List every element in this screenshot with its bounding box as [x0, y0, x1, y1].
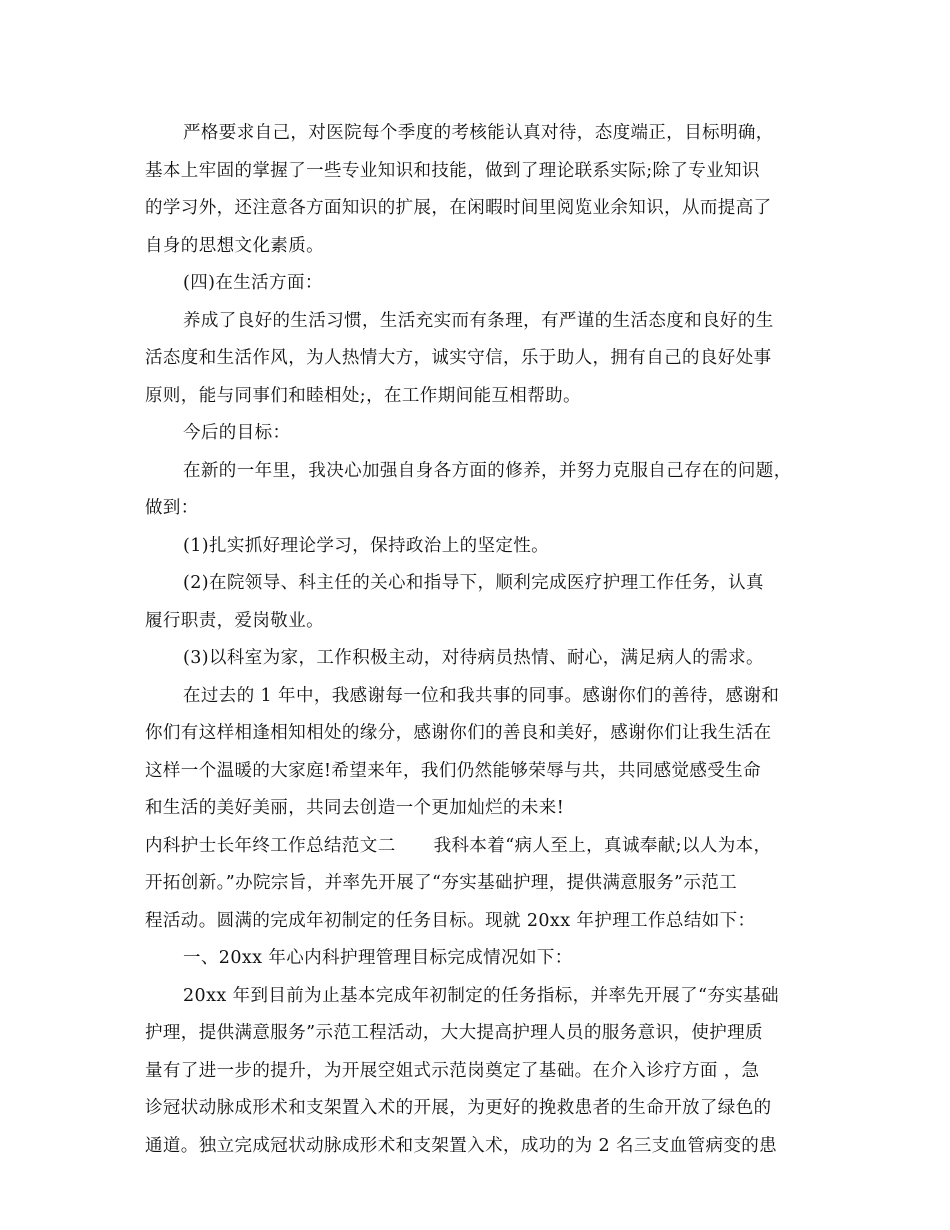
paragraph-line: 你们有这样相逢相知相处的缘分，感谢你们的善良和美好，感谢你们让我生活在	[145, 723, 772, 743]
paragraph-line: 在新的一年里，我决心加强自身各方面的修养，并努力克服自己存在的问题，	[183, 460, 792, 481]
paragraph-line: 开拓创新。”办院宗旨，并率先开展了“夯实基础护理，提供满意服务”示范工	[145, 873, 738, 893]
paragraph-line: 和生活的美好美丽，共同去创造一个更加灿烂的未来!	[145, 798, 565, 818]
paragraph-line: 做到：	[145, 498, 199, 518]
paragraph-line: 在过去的 1 年中，我感谢每一位和我共事的同事。感谢你们的善待，感谢和	[183, 685, 780, 706]
paragraph-line: 量有了进一步的提升，为开展空姐式示范岗奠定了基础。在介入诊疗方面 ，急	[145, 1060, 760, 1081]
paragraph-line: 诊冠状动脉成形术和支架置入术的开展，为更好的挽救患者的生命开放了绿色的	[145, 1098, 772, 1118]
paragraph-line: 20xx 年到目前为止基本完成年初制定的任务指标，并率先开展了“夯实基础	[183, 985, 779, 1006]
paragraph-line: 自身的思想文化素质。	[145, 235, 324, 256]
document-page	[145, 115, 805, 1165]
paragraph-line: 基本上牢固的掌握了一些专业知识和技能，做到了理论联系实际;除了专业知识	[145, 160, 760, 181]
paragraph-line: 活态度和生活作风，为人热情大方，诚实守信，乐于助人，拥有自己的良好处事	[145, 348, 772, 368]
paragraph-line: 这样一个温暖的大家庭!希望来年，我们仍然能够荣辱与共，共同感觉感受生命	[145, 760, 762, 781]
paragraph-line: 通道。独立完成冠状动脉成形术和支架置入术，成功的为 2 名三支血管病变的患	[145, 1135, 778, 1156]
paragraph-start: 我科本着“病人至上，真诚奉献;以人为本，	[433, 835, 772, 856]
list-item-continuation: 履行职责，爱岗敬业。	[145, 610, 324, 631]
paragraph-line: 养成了良好的生活习惯，生活充实而有条理，有严谨的生活态度和良好的生	[183, 310, 774, 331]
paragraph-line: 的学习外，还注意各方面知识的扩展，在闲暇时间里阅览业余知识，从而提高了	[145, 198, 772, 218]
section-heading: 一、20xx 年心内科护理管理目标完成情况如下：	[183, 948, 573, 968]
paragraph-line: 原则，能与同事们和睦相处;，在工作期间能互相帮助。	[145, 385, 581, 406]
article-title-line	[145, 828, 805, 866]
section-heading: (四)在生活方面：	[183, 273, 323, 293]
section-heading: 今后的目标：	[183, 423, 291, 443]
list-item: (3)以科室为家，工作积极主动，对待病员热情、耐心，满足病人的需求。	[183, 648, 764, 668]
list-item: (2)在院领导、科主任的关心和指导下，顺利完成医疗护理工作任务，认真	[183, 573, 764, 593]
article-title: 内科护士长年终工作总结范文二	[145, 835, 396, 856]
list-item: (1)扎实抓好理论学习，保持政治上的坚定性。	[183, 535, 550, 556]
paragraph-line: 程活动。圆满的完成年初制定的任务目标。现就 20xx 年护理工作总结如下：	[145, 910, 756, 931]
paragraph-line: 护理，提供满意服务”示范工程活动，大大提高护理人员的服务意识，使护理质	[145, 1023, 763, 1043]
paragraph-line: 严格要求自己，对医院每个季度的考核能认真对待，态度端正，目标明确，	[183, 123, 774, 143]
